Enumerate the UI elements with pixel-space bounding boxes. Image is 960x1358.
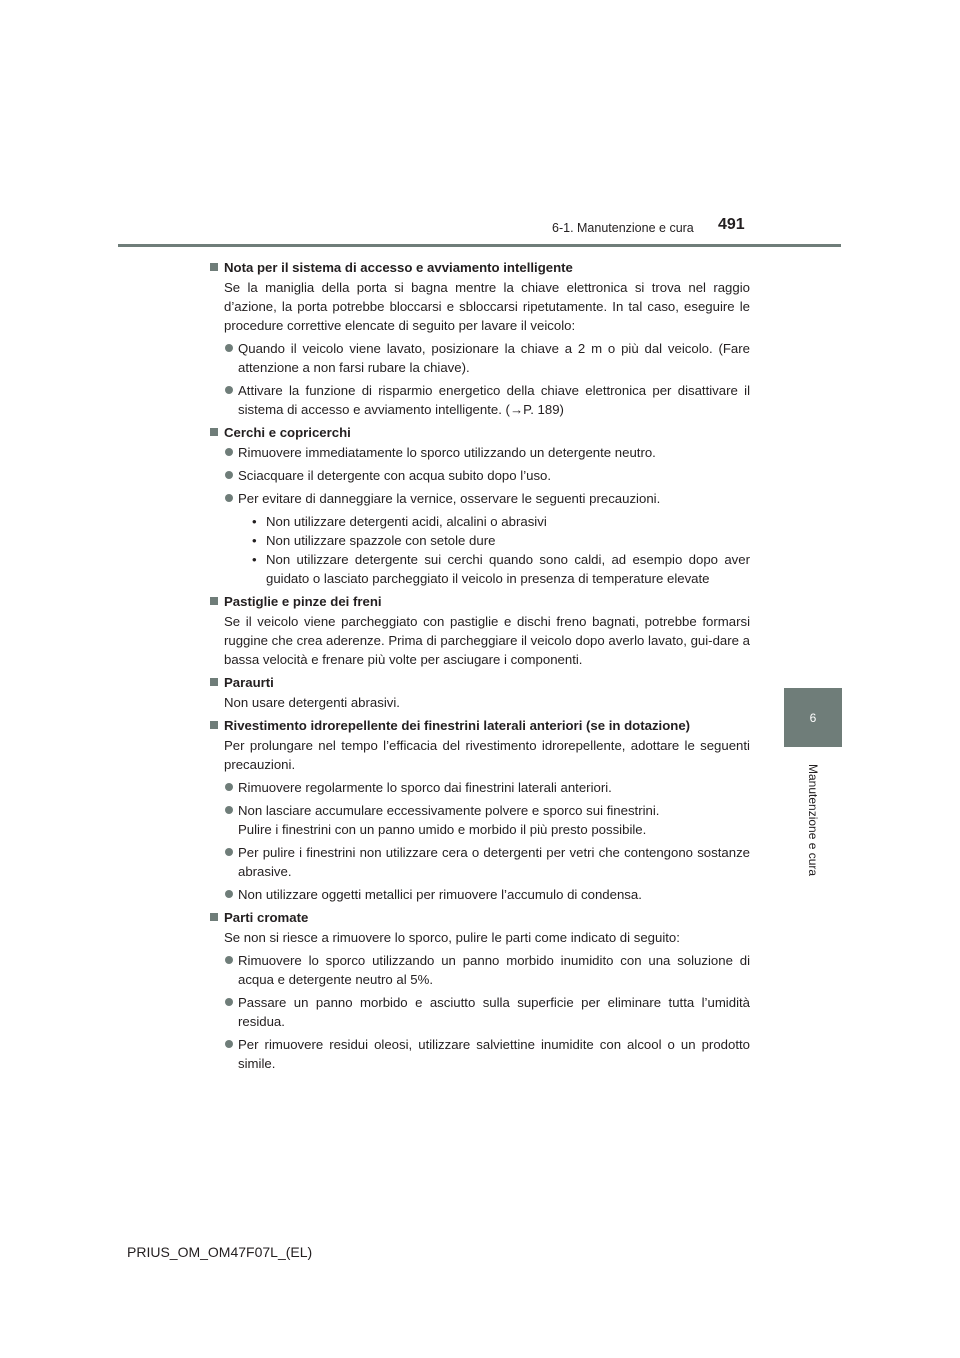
- chapter-tab[interactable]: [784, 688, 842, 747]
- section-heading: Paraurti: [210, 673, 750, 692]
- sub-list: [252, 512, 750, 588]
- square-bullet-icon: [210, 428, 218, 436]
- circle-bullet-icon: [225, 848, 233, 856]
- list-item: Quando il veicolo viene lavato, posizionare la chiave a 2 m o più dal veicolo. (Fare attenzione a non farsi rubare la chiave).: [210, 339, 750, 377]
- header-divider: [118, 244, 841, 247]
- circle-bullet-icon: [225, 1040, 233, 1048]
- square-bullet-icon: [210, 721, 218, 729]
- chapter-side-label-text: Manutenzione e cura: [806, 763, 820, 877]
- list-item: Non lasciare accumulare eccessivamente polvere e sporco sui finestrini. Pulire i finestrini con un panno umido e morbido il più presto possibile.: [210, 801, 750, 839]
- list-item: Rimuovere immediatamente lo sporco utilizzando un detergente neutro.: [210, 443, 750, 462]
- dot-marker-icon: •: [252, 514, 257, 529]
- section-brakes: [210, 592, 750, 669]
- section-chrome-parts: [210, 908, 750, 1073]
- circle-bullet-icon: [225, 806, 233, 814]
- sub-list-item: • Non utilizzare detergenti acidi, alcalini o abrasivi: [252, 514, 547, 529]
- dot-marker-icon: •: [252, 533, 257, 548]
- running-header-section: 6-1. Manutenzione e cura: [552, 221, 694, 235]
- circle-bullet-icon: [225, 998, 233, 1006]
- section-smart-entry-note: [210, 258, 750, 419]
- sub-list-item: • Non utilizzare detergente sui cerchi quando sono caldi, ad esempio dopo aver guidato o lasciato parcheggiato il veicolo in presenza di temperature elevate: [252, 552, 750, 586]
- circle-bullet-icon: [225, 956, 233, 964]
- square-bullet-icon: [210, 597, 218, 605]
- section-paragraph: Se la maniglia della porta si bagna mentre la chiave elettronica si trova nel raggio d’azione, la porta potrebbe bloccarsi e sbloccarsi ripetutamente. In tal caso, eseguire le procedure correttive elencate di seguito per lavare il veicolo:: [224, 280, 750, 333]
- circle-bullet-icon: [225, 386, 233, 394]
- circle-bullet-icon: [225, 344, 233, 352]
- section-paragraph: Non usare detergenti abrasivi.: [224, 695, 400, 710]
- circle-bullet-icon: [225, 494, 233, 502]
- section-paragraph: Se il veicolo viene parcheggiato con pastiglie e dischi freno bagnati, potrebbe formarsi ruggine che crea aderenze. Prima di parcheggiare il veicolo dopo averlo lavato, gui-dare a bassa velocità e frenare più volte per asciugare i componenti.: [224, 614, 750, 667]
- section-paragraph: Per prolungare nel tempo l’efficacia del rivestimento idrorepellente, adottare le seguenti precauzioni.: [224, 738, 750, 772]
- list-item: Non utilizzare oggetti metallici per rimuovere l’accumulo di condensa.: [210, 885, 750, 904]
- circle-bullet-icon: [225, 783, 233, 791]
- list-item: Attivare la funzione di risparmio energetico della chiave elettronica per disattivare il sistema di accesso e avviamento intelligente. (→P. 189): [210, 381, 750, 419]
- section-wheels: [210, 423, 750, 588]
- section-paragraph: Se non si riesce a rimuovere lo sporco, pulire le parti come indicato di seguito:: [224, 930, 680, 945]
- page-content: [210, 254, 750, 1077]
- list-item: Passare un panno morbido e asciutto sulla superficie per eliminare tutta l’umidità residua.: [210, 993, 750, 1031]
- page-number: 491: [718, 216, 745, 233]
- circle-bullet-icon: [225, 471, 233, 479]
- section-heading: Rivestimento idrorepellente dei finestrini laterali anteriori (se in dotazione): [210, 716, 750, 735]
- section-heading: Nota per il sistema di accesso e avviamento intelligente: [210, 258, 750, 277]
- chapter-tab-number: 6: [809, 710, 817, 725]
- circle-bullet-icon: [225, 448, 233, 456]
- section-water-repellent: [210, 716, 750, 904]
- dot-marker-icon: •: [252, 552, 257, 567]
- section-heading: Parti cromate: [210, 908, 750, 927]
- list-item: Per evitare di danneggiare la vernice, osservare le seguenti precauzioni.: [210, 489, 750, 508]
- square-bullet-icon: [210, 678, 218, 686]
- document-code: PRIUS_OM_OM47F07L_(EL): [127, 1244, 313, 1260]
- list-item: Per rimuovere residui oleosi, utilizzare salviettine inumidite con alcool o un prodotto simile.: [210, 1035, 750, 1073]
- circle-bullet-icon: [225, 890, 233, 898]
- section-heading: Cerchi e copricerchi: [210, 423, 750, 442]
- sub-list-item: • Non utilizzare spazzole con setole dure: [252, 533, 496, 548]
- list-item: Rimuovere regolarmente lo sporco dai finestrini laterali anteriori.: [210, 778, 750, 797]
- square-bullet-icon: [210, 263, 218, 271]
- list-item: Per pulire i finestrini non utilizzare cera o detergenti per vetri che contengono sostanze abrasive.: [210, 843, 750, 881]
- section-heading: Pastiglie e pinze dei freni: [210, 592, 750, 611]
- section-bumpers: [210, 673, 750, 712]
- list-item: Sciacquare il detergente con acqua subito dopo l’uso.: [210, 466, 750, 485]
- chapter-side-label: [804, 757, 822, 883]
- list-item: Rimuovere lo sporco utilizzando un panno morbido inumidito con una soluzione di acqua e detergente neutro al 5%.: [210, 951, 750, 989]
- square-bullet-icon: [210, 913, 218, 921]
